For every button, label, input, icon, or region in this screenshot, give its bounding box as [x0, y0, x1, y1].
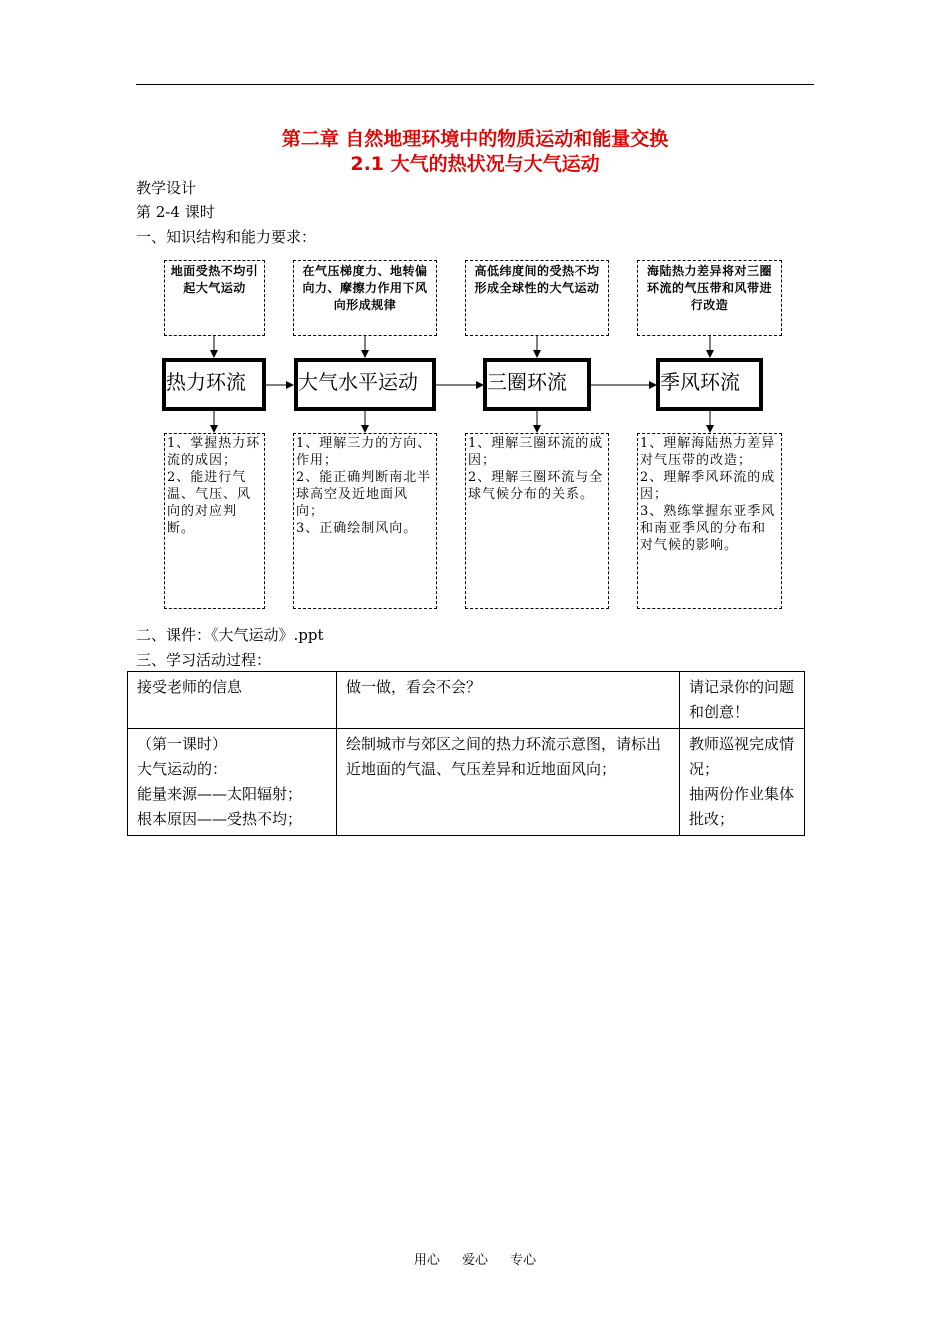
cause-box-horizontal: 在气压梯度力、地转偏向力、摩擦力作用下风向形成规律 — [293, 260, 437, 336]
section-activity-heading: 三、学习活动过程： — [136, 651, 272, 669]
goal-box-horizontal: 1、理解三力的方向、作用； 2、能正确判断南北半球高空及近地面风向； 3、正确绘制风向。 — [293, 433, 437, 609]
header-teacher-info: 接受老师的信息 — [128, 672, 337, 729]
table-header-row — [128, 672, 805, 729]
cell-teacher-info: （第一课时） 大气运动的： 能量来源——太阳辐射； 根本原因——受热不均； — [128, 729, 337, 836]
cause-box-thermal: 地面受热不均引起大气运动 — [164, 260, 265, 336]
doc-type-label: 教学设计 — [136, 179, 197, 197]
section-courseware: 二、课件：《大气运动》.ppt — [136, 626, 324, 644]
page-footer: 用心 爱心 专心 — [413, 1253, 537, 1268]
header-notes: 请记录你的问题和创意！ — [680, 672, 805, 729]
header-practice: 做一做，看会不会？ — [337, 672, 680, 729]
topic-thermal-circulation: 热力环流 — [162, 358, 266, 411]
cell-practice: 绘制城市与郊区之间的热力环流示意图，请标出近地面的气温、气压差异和近地面风向； — [337, 729, 680, 836]
cause-box-monsoon: 海陆热力差异将对三圈环流的气压带和风带进行改造 — [637, 260, 782, 336]
goal-box-three-cell: 1、理解三圈环流的成因； 2、理解三圈环流与全球气候分布的关系。 — [465, 433, 609, 609]
chapter-title: 第二章 自然地理环境中的物质运动和能量交换 — [281, 128, 669, 150]
lesson-hours: 第 2-4 课时 — [136, 203, 215, 221]
topic-horizontal-motion: 大气水平运动 — [294, 358, 436, 411]
topic-three-cell-circulation: 三圈环流 — [483, 358, 591, 411]
cell-notes: 教师巡视完成情况； 抽两份作业集体批改； — [680, 729, 805, 836]
cause-box-three-cell: 高低纬度间的受热不均形成全球性的大气运动 — [465, 260, 609, 336]
section-knowledge-heading: 一、知识结构和能力要求： — [136, 228, 317, 246]
topic-monsoon-circulation: 季风环流 — [656, 358, 763, 411]
section-title: 2.1 大气的热状况与大气运动 — [350, 153, 600, 175]
goal-box-thermal: 1、掌握热力环流的成因； 2、能进行气温、气压、风向的对应判断。 — [164, 433, 265, 609]
activity-table — [127, 671, 805, 836]
table-row — [128, 729, 805, 836]
goal-box-monsoon: 1、理解海陆热力差异对气压带的改造； 2、理解季风环流的成因； 3、熟练掌握东亚季风和南亚季风的分布和对气候的影响。 — [637, 433, 782, 609]
